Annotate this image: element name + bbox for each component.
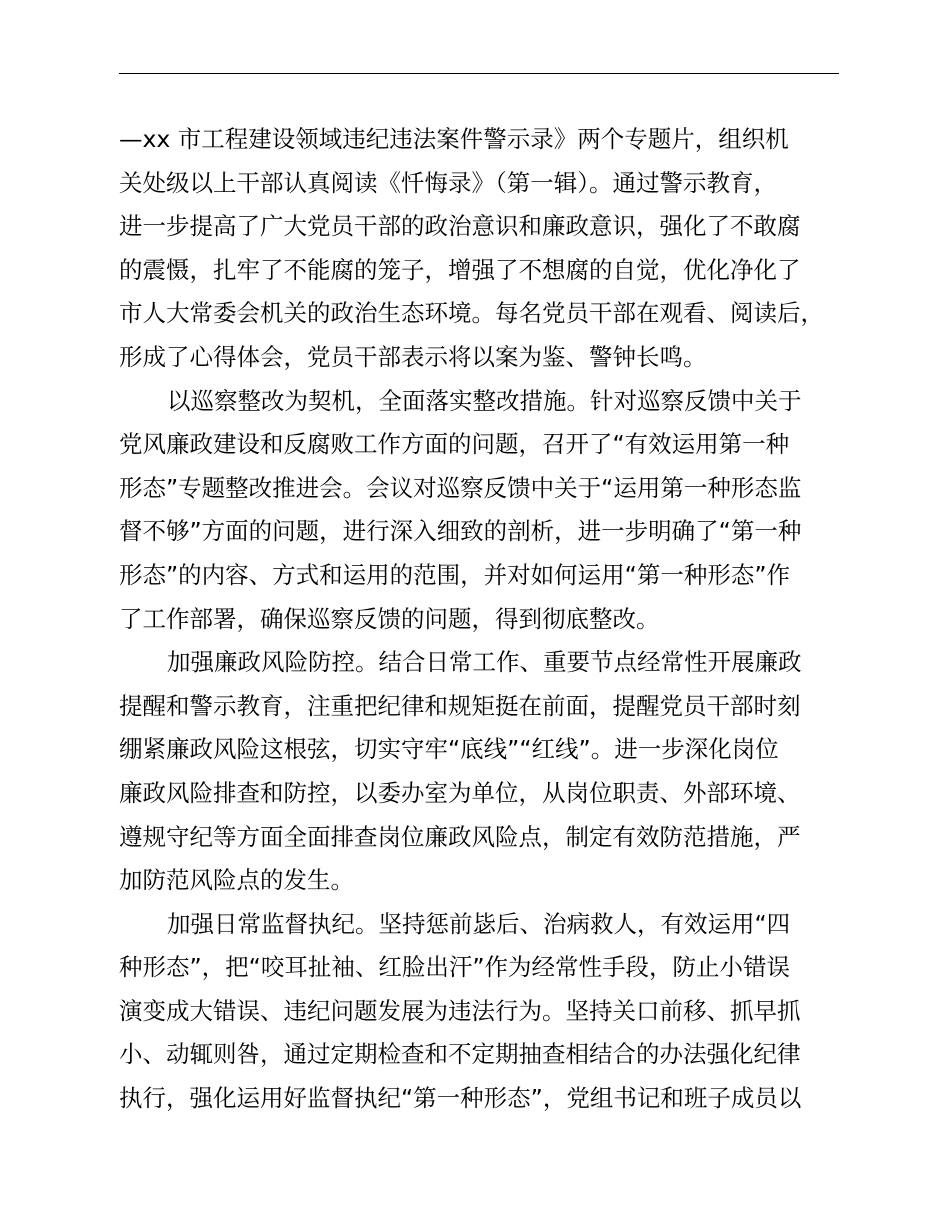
text-line: 党风廉政建设和反腐败工作方面的问题，召开了“有效运用第一种 xyxy=(119,430,790,459)
paragraph xyxy=(119,118,864,380)
text-line: 形态”专题整改推进会。会议对巡察反馈中关于“运用第一种形态监 xyxy=(119,473,802,502)
header-rule xyxy=(119,73,839,74)
text-line: 了工作部署，确保巡察反馈的问题，得到彻底整改。 xyxy=(119,604,660,633)
text-line: 加强日常监督执纪。坚持惩前毖后、治病救人，有效运用“四 xyxy=(167,909,791,938)
text-line: 督不够”方面的问题，进行深入细致的剖析，进一步明确了“第一种 xyxy=(119,517,802,546)
text-line: 市人大常委会机关的政治生态环境。每名党员干部在观看、阅读后， xyxy=(119,299,824,328)
text-line: 进一步提高了广大党员干部的政治意识和廉政意识，强化了不敢腐 xyxy=(119,212,801,241)
text-line: 关处级以上干部认真阅读《忏悔录》（第一辑）。通过警示教育， xyxy=(119,168,777,197)
text-line: 形态”的内容、方式和运用的范围，并对如何运用“第一种形态”作 xyxy=(119,560,791,589)
text-line: 执行，强化运用好监督执纪“第一种形态”，党组书记和班子成员以 xyxy=(119,1084,802,1113)
text-line: 的震慑，扎牢了不能腐的笼子，增强了不想腐的自觉，优化净化了 xyxy=(119,255,801,284)
paragraph xyxy=(119,903,864,1121)
text-line: 种形态”，把“咬耳扯袖、红脸出汗”作为经常性手段，防止小错误 xyxy=(119,953,791,982)
body-text xyxy=(119,118,864,1121)
text-line: —xx 市工程建设领域违纪违法案件警示录》两个专题片，组织机 xyxy=(119,125,789,153)
text-line: 绷紧廉政风险这根弦，切实守牢“底线”“红线”。进一步深化岗位 xyxy=(119,735,779,764)
text-line: 演变成大错误、违纪问题发展为违法行为。坚持关口前移、抓早抓 xyxy=(119,996,801,1025)
text-line: 小、动辄则咎，通过定期检查和不定期抽查相结合的办法强化纪律 xyxy=(119,1040,801,1069)
text-line: 提醒和警示教育，注重把纪律和规矩挺在前面，提醒党员干部时刻 xyxy=(119,691,801,720)
paragraph xyxy=(119,380,864,642)
text-line: 廉政风险排查和防控，以委办室为单位，从岗位职责、外部环境、 xyxy=(119,778,801,807)
text-line: 加防范风险点的发生。 xyxy=(119,866,354,895)
text-line: 以巡察整改为契机，全面落实整改措施。针对巡察反馈中关于 xyxy=(167,386,802,415)
paragraph xyxy=(119,641,864,903)
text-line: 加强廉政风险防控。结合日常工作、重要节点经常性开展廉政 xyxy=(167,648,802,677)
text-line: 遵规守纪等方面全面排查岗位廉政风险点，制定有效防范措施，严 xyxy=(119,822,801,851)
text-line: 形成了心得体会，党员干部表示将以案为鉴、警钟长鸣。 xyxy=(119,342,707,371)
